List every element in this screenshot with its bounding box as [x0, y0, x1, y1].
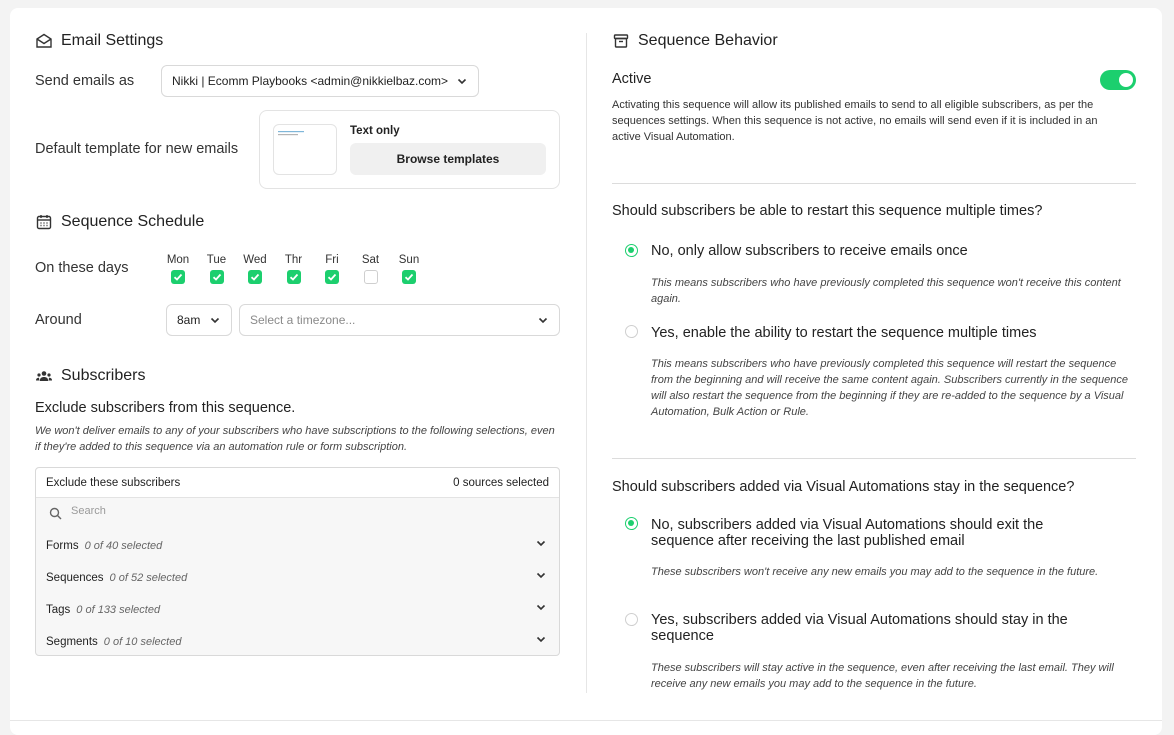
day-checkbox-mon[interactable] — [171, 270, 185, 284]
day-checkbox-wed[interactable] — [248, 270, 262, 284]
exit-radio[interactable] — [625, 517, 638, 530]
chevron-down-icon[interactable] — [535, 601, 547, 613]
chevron-down-icon — [537, 314, 549, 326]
section-divider — [612, 183, 1136, 184]
filter-row-label: Sequences — [46, 572, 104, 584]
day-label-sun: Sun — [398, 254, 420, 266]
exclude-note: We won't deliver emails to any of your subscribers who have subscriptions to the following selections, even if they're added to this sequence via an automation rule or form subscription. — [35, 425, 555, 453]
users-group-icon — [35, 367, 53, 385]
day-label-wed: Wed — [243, 254, 267, 266]
day-label-sat: Sat — [361, 254, 380, 266]
subscribers-heading — [35, 367, 145, 385]
email-settings-heading — [35, 32, 163, 50]
email-settings-title: Email Settings — [61, 32, 164, 49]
restart-no-label[interactable]: No, only allow subscribers to receive emails once — [651, 243, 968, 259]
filter-row-count: 0 of 10 selected — [103, 636, 182, 648]
browse-templates-button[interactable]: Browse templates — [350, 143, 546, 175]
restart-yes-radio[interactable] — [625, 325, 638, 338]
default-template-label: Default template for new emails — [35, 141, 239, 157]
envelope-open-icon — [35, 32, 53, 50]
template-picker — [259, 110, 560, 189]
check-icon — [212, 272, 222, 282]
chevron-down-icon[interactable] — [535, 537, 547, 549]
filter-title: Exclude these subscribers — [46, 477, 181, 489]
search-field[interactable] — [36, 498, 559, 526]
sources-selected: 0 sources selected — [453, 477, 549, 489]
search-icon — [49, 507, 62, 520]
day-label-fri: Fri — [325, 254, 339, 266]
restart-no-radio[interactable] — [625, 244, 638, 257]
toggle-knob — [1119, 73, 1133, 87]
column-divider — [586, 33, 587, 693]
search-placeholder: Search — [71, 505, 106, 517]
around-label: Around — [35, 312, 82, 328]
day-label-mon: Mon — [166, 254, 190, 266]
day-checkbox-sun[interactable] — [402, 270, 416, 284]
day-checkbox-fri[interactable] — [325, 270, 339, 284]
filter-row-segments[interactable] — [36, 625, 559, 653]
stay-label[interactable]: Yes, subscribers added via Visual Automations should stay in the sequence — [651, 612, 1068, 644]
sequence-schedule-title: Sequence Schedule — [61, 213, 205, 230]
days-label: On these days — [35, 260, 129, 276]
send-as-value: Nikki | Ecomm Playbooks <admin@nikkielbaz.com> — [172, 74, 449, 88]
check-icon — [250, 272, 260, 282]
filter-row-count: 0 of 52 selected — [109, 572, 188, 584]
day-checkbox-sat[interactable] — [364, 270, 378, 284]
stay-radio[interactable] — [625, 613, 638, 626]
filter-header — [36, 468, 559, 498]
template-name: Text only — [350, 125, 400, 137]
filter-row-label: Tags — [46, 604, 71, 616]
restart-yes-note: This means subscribers who have previously completed this sequence will restart the sequence from the beginning and will receive the same content again. Subscribers currently in the sequence will also restart the sequence from the beginning if they are re-added to the sequence by a Visual Automation, Bulk Action or Rule. — [651, 358, 1128, 418]
active-label: Active — [612, 71, 652, 87]
template-preview-lines — [278, 131, 308, 137]
section-divider — [612, 458, 1136, 459]
check-icon — [327, 272, 337, 282]
send-as-label: Send emails as — [35, 73, 135, 89]
check-icon — [289, 272, 299, 282]
day-checkbox-tue[interactable] — [210, 270, 224, 284]
time-select[interactable] — [166, 304, 232, 336]
filter-row-label: Segments — [46, 636, 98, 648]
chevron-down-icon[interactable] — [535, 569, 547, 581]
send-as-select[interactable] — [161, 65, 479, 97]
chevron-down-icon — [209, 314, 221, 326]
restart-yes-label[interactable]: Yes, enable the ability to restart the sequence multiple times — [651, 325, 1037, 341]
active-description: Activating this sequence will allow its published emails to send to all eligible subscribers, as per the sequences settings. When this sequence is not active, no emails will send even if it is included in an active Visual Automation. — [612, 99, 1098, 143]
exit-note: These subscribers won't receive any new emails you may add to the sequence in the future. — [651, 566, 1099, 578]
filter-row-label: Forms — [46, 540, 79, 552]
filter-row-sequences[interactable] — [36, 561, 559, 589]
exit-label[interactable]: No, subscribers added via Visual Automations should exit the sequence after receiving the last published email — [651, 517, 1044, 549]
chevron-down-icon[interactable] — [535, 633, 547, 645]
restart-question: Should subscribers be able to restart this sequence multiple times? — [612, 203, 1043, 219]
card-bottom-divider — [10, 720, 1162, 721]
exclude-filter-box — [35, 467, 560, 656]
check-icon — [173, 272, 183, 282]
filter-row-count: 0 of 40 selected — [84, 540, 163, 552]
subscribers-title: Subscribers — [61, 367, 146, 384]
day-label-thr: Thr — [284, 254, 303, 266]
timezone-select[interactable] — [239, 304, 560, 336]
time-value: 8am — [177, 313, 201, 327]
filter-row-forms[interactable] — [36, 529, 559, 557]
timezone-placeholder: Select a timezone... — [250, 313, 356, 327]
automation-question: Should subscribers added via Visual Automations stay in the sequence? — [612, 479, 1075, 495]
stay-note: These subscribers will stay active in the sequence, even after receiving the last email. They will receive any new emails you may add to the sequence in the future. — [651, 662, 1114, 690]
sequence-schedule-heading — [35, 213, 204, 231]
archive-box-icon — [612, 32, 630, 50]
sequence-behavior-heading — [612, 32, 778, 50]
chevron-down-icon — [456, 75, 468, 87]
calendar-icon — [35, 213, 53, 231]
filter-row-tags[interactable] — [36, 593, 559, 621]
day-checkbox-thr[interactable] — [287, 270, 301, 284]
sequence-behavior-title: Sequence Behavior — [638, 32, 778, 49]
check-icon — [404, 272, 414, 282]
day-label-tue: Tue — [206, 254, 227, 266]
restart-no-note: This means subscribers who have previously completed this sequence won't receive this content again. — [651, 277, 1121, 305]
active-toggle[interactable] — [1100, 70, 1136, 90]
exclude-heading: Exclude subscribers from this sequence. — [35, 400, 296, 416]
template-thumbnail[interactable] — [273, 124, 337, 175]
filter-row-count: 0 of 133 selected — [76, 604, 161, 616]
